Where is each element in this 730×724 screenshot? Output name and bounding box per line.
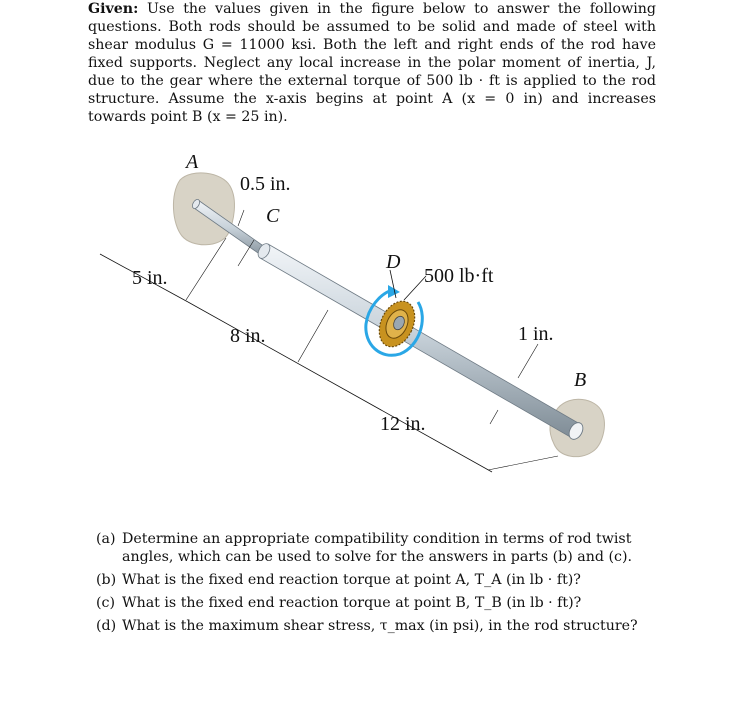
given-label: Given: [88, 1, 139, 17]
question-label: (c) [96, 595, 116, 611]
dim-1-leader [518, 344, 538, 378]
question-text: What is the maximum shear stress, τ_max (in psi), in the rod structure? [122, 618, 638, 634]
question-text: Determine an appropriate compatibility condition in terms of rod twist angles, which can be used to solve for the answers in parts (b) and (c). [122, 531, 632, 565]
torque-leader [404, 276, 426, 300]
label-b: B [574, 369, 587, 391]
questions-list [96, 530, 656, 640]
figure-svg [88, 140, 628, 500]
rod-figure [88, 140, 628, 500]
label-a: A [186, 151, 199, 173]
dim-1-leader2 [490, 410, 498, 424]
dim-05-leader [238, 210, 244, 226]
question-a [96, 530, 656, 566]
dim-ac: 0.5 in. [240, 173, 291, 195]
question-d [96, 617, 656, 635]
torque-value: 500 lb·ft [424, 265, 494, 287]
question-label: (b) [96, 572, 117, 588]
given-paragraph [88, 0, 656, 126]
question-label: (a) [96, 531, 116, 547]
question-text: What is the fixed end reaction torque at point B, T_B (in lb · ft)? [122, 595, 582, 611]
given-text: Use the values given in the figure below to answer the following questions. Both rods should be assumed to be solid and made of steel with shear modulus G = 11000 ksi. Both the left and right ends of the rod have fixed supports. Neglect any local increase in the polar moment of inertia, J, due to the gear where the external torque of 500 lb · ft is applied to the rod structure. Assume the x-axis begins at point A (x = 0 in) and increases towards point B (x = 25 in). [88, 1, 656, 125]
dim-cd: 1 in. [518, 323, 554, 345]
ext-d [298, 310, 328, 362]
label-c: C [266, 205, 280, 227]
len-left: 5 in. [132, 267, 168, 289]
question-c [96, 594, 656, 612]
question-b [96, 571, 656, 589]
len-mid: 8 in. [230, 325, 266, 347]
label-d: D [386, 251, 401, 273]
question-label: (d) [96, 618, 117, 634]
question-text: What is the fixed end reaction torque at point A, T_A (in lb · ft)? [122, 572, 581, 588]
ext-b [488, 456, 558, 470]
ext-a [186, 238, 226, 300]
len-right: 12 in. [380, 413, 426, 435]
